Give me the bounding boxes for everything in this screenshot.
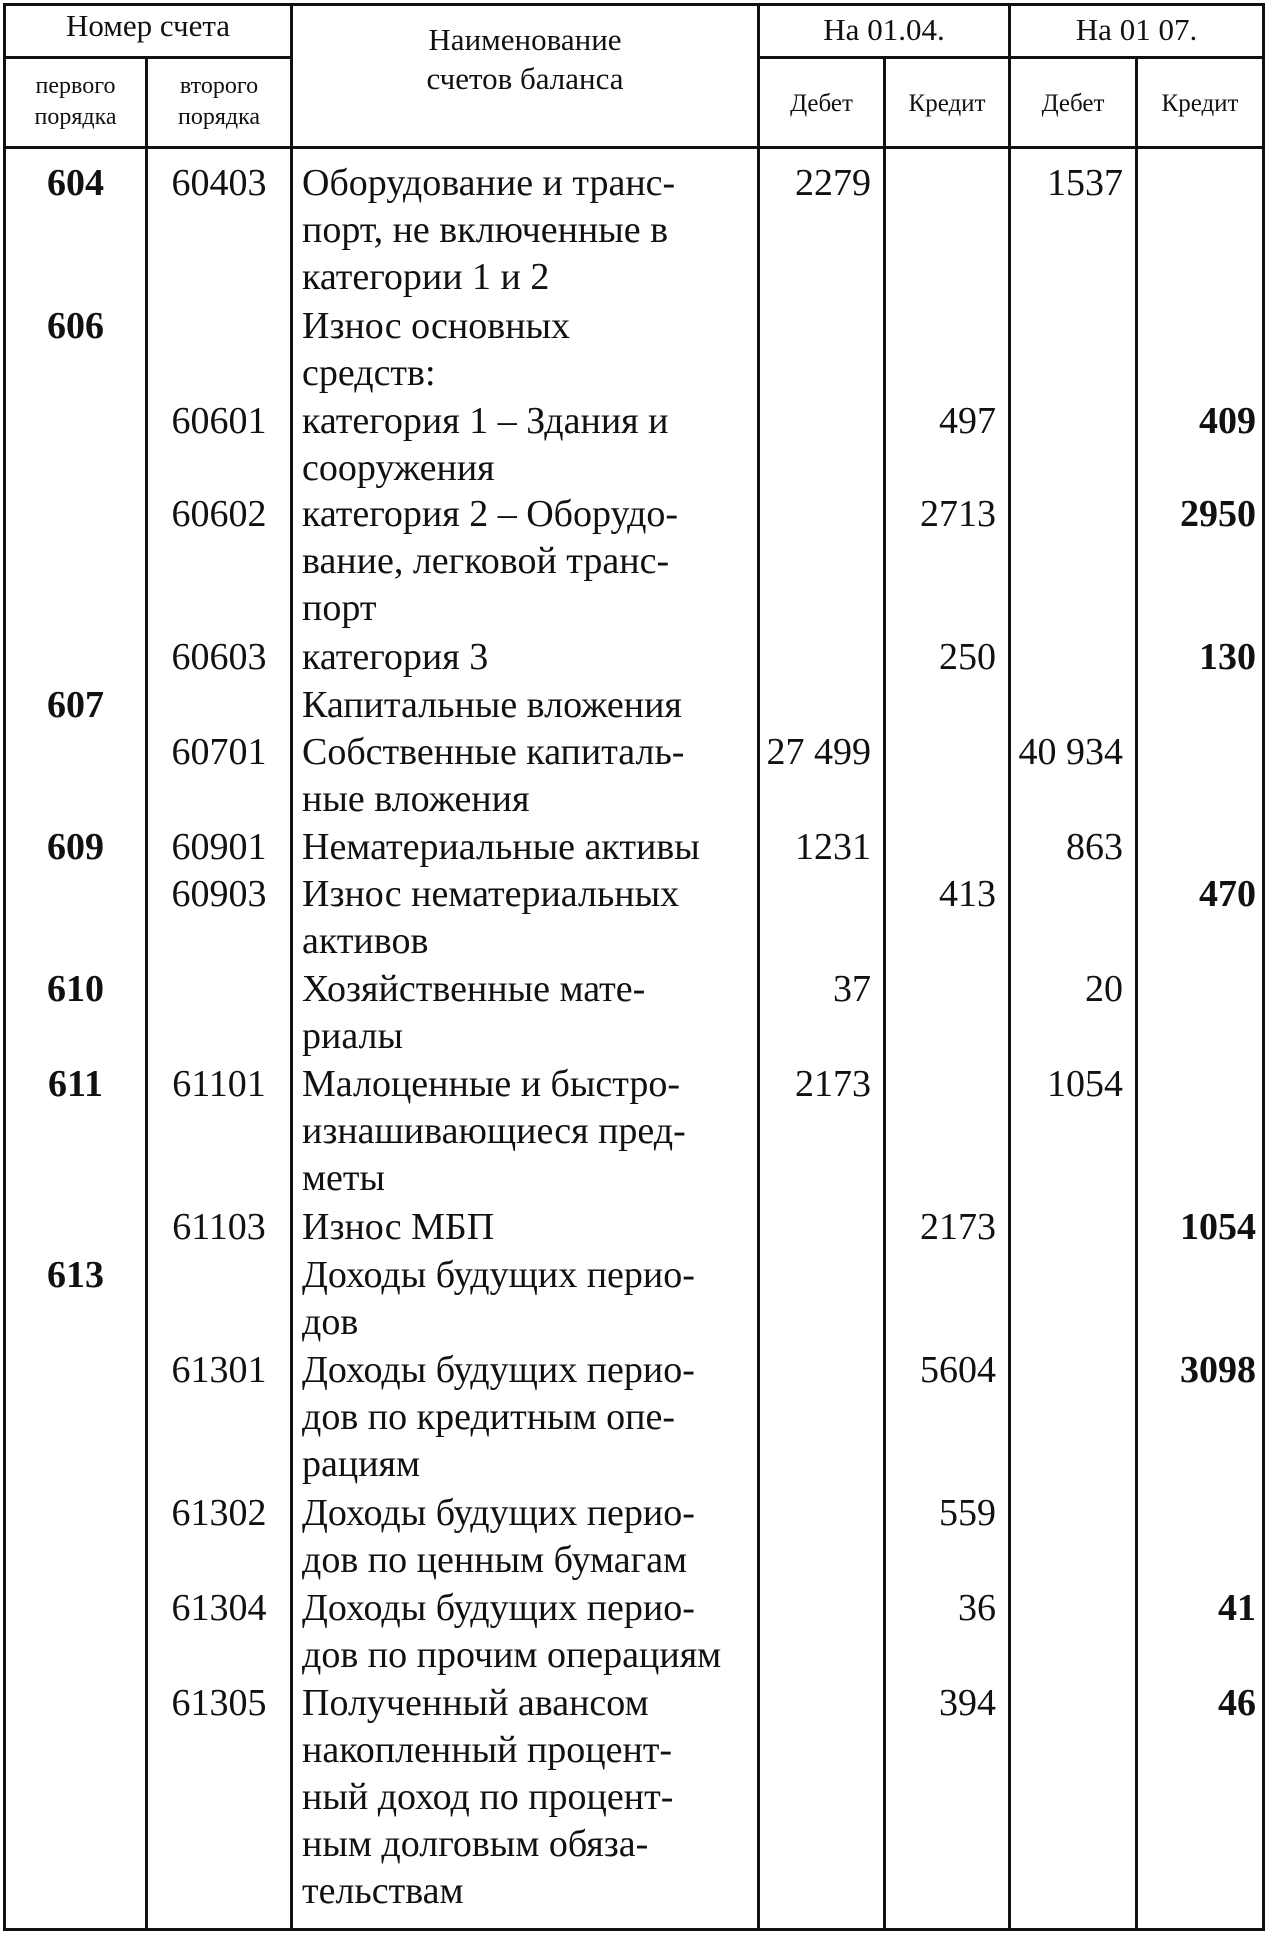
account-name-line: порт, не включенные в: [302, 209, 669, 251]
credit-0104: 2173: [920, 1206, 996, 1248]
second-order-code: 60601: [171, 400, 267, 442]
first-order-code: 609: [47, 826, 104, 868]
header-second-order-line2: порядка: [177, 104, 261, 130]
credit-0104: 2713: [920, 493, 996, 535]
first-order-code: 613: [47, 1254, 104, 1296]
account-name-line: Доходы будущих перио-: [302, 1349, 695, 1391]
account-name-line: категории 1 и 2: [302, 256, 550, 298]
debit-0104: 2279: [795, 162, 871, 204]
second-order-code: 60403: [171, 162, 267, 204]
first-order-code: 611: [48, 1063, 103, 1105]
credit-0107: 46: [1218, 1682, 1256, 1724]
account-name-line: дов по прочим операциям: [302, 1634, 722, 1676]
account-name-line: Оборудование и транс-: [302, 162, 676, 204]
second-order-code: 61304: [171, 1587, 267, 1629]
credit-0107: 130: [1199, 636, 1256, 678]
account-name-line: Износ МБП: [302, 1206, 495, 1248]
first-order-code: 607: [47, 684, 104, 726]
account-name-line: накопленный процент-: [302, 1729, 673, 1771]
first-order-code: 606: [47, 305, 104, 347]
account-name-line: категория 1 – Здания и: [302, 400, 669, 442]
account-name-line: дов по кредитным опе-: [302, 1396, 675, 1438]
account-name-line: ные вложения: [302, 778, 530, 820]
account-name-line: тельствам: [302, 1870, 464, 1912]
header-account-number: Номер счета: [65, 8, 231, 43]
header-date2: На 01 07.: [1075, 12, 1198, 47]
second-order-code: 60603: [171, 636, 267, 678]
col-line-4: [883, 56, 886, 1931]
account-name-line: ным долговым обяза-: [302, 1823, 649, 1865]
credit-0107: 3098: [1180, 1349, 1256, 1391]
debit-0107: 863: [1066, 826, 1123, 868]
account-name-line: ный доход по процент-: [302, 1776, 674, 1818]
account-name-line: Хозяйственные мате-: [302, 968, 646, 1010]
header-date1: На 01.04.: [823, 12, 945, 47]
first-order-code: 604: [47, 162, 104, 204]
credit-0104: 394: [939, 1682, 996, 1724]
credit-0104: 413: [939, 873, 996, 915]
table-top-border: [3, 3, 1265, 6]
credit-0104: 250: [939, 636, 996, 678]
account-name-line: Доходы будущих перио-: [302, 1587, 695, 1629]
account-name-line: категория 3: [302, 636, 489, 678]
second-order-code: 61101: [172, 1063, 266, 1105]
credit-0104: 497: [939, 400, 996, 442]
credit-0104: 36: [958, 1587, 996, 1629]
debit-0107: 1054: [1047, 1063, 1123, 1105]
second-order-code: 61301: [171, 1349, 267, 1391]
credit-0107: 1054: [1180, 1206, 1256, 1248]
account-name-line: активов: [302, 920, 429, 962]
second-order-code: 60602: [171, 493, 267, 535]
header-credit-2: Кредит: [1161, 90, 1239, 117]
debit-0104: 27 499: [766, 731, 871, 773]
header-name-line1: Наименование: [428, 22, 622, 57]
account-name-line: рациям: [302, 1443, 421, 1485]
credit-0107: 470: [1199, 873, 1256, 915]
col-line-2: [290, 3, 293, 1931]
header-debit-1: Дебет: [790, 90, 853, 117]
second-order-code: 61103: [172, 1206, 266, 1248]
header-subdivider-left: [3, 56, 293, 59]
credit-0107: 41: [1218, 1587, 1256, 1629]
credit-0104: 559: [939, 1492, 996, 1534]
account-name-line: Износ нематериальных: [302, 873, 680, 915]
second-order-code: 61302: [171, 1492, 267, 1534]
first-order-code: 610: [47, 968, 104, 1010]
header-second-order-line1: второго: [179, 73, 259, 99]
account-name-line: Собственные капиталь-: [302, 731, 685, 773]
col-line-1: [145, 56, 148, 1931]
account-name-line: Износ основных: [302, 305, 571, 347]
second-order-code: 60901: [171, 826, 267, 868]
account-name-line: Малоценные и быстро-: [302, 1063, 681, 1105]
debit-0107: 20: [1085, 968, 1123, 1010]
header-credit-1: Кредит: [908, 90, 986, 117]
account-name-line: риалы: [302, 1015, 404, 1057]
account-name-line: дов по ценным бумагам: [302, 1539, 688, 1581]
debit-0107: 1537: [1047, 162, 1123, 204]
col-line-6: [1135, 56, 1138, 1931]
credit-0107: 409: [1199, 400, 1256, 442]
header-first-order-line2: порядка: [34, 104, 117, 130]
account-name-line: изнашивающиеся пред-: [302, 1110, 686, 1152]
header-debit-2: Дебет: [1041, 90, 1105, 117]
account-name-line: Капитальные вложения: [302, 684, 682, 726]
account-name-line: категория 2 – Оборудо-: [302, 493, 679, 535]
debit-0104: 37: [833, 968, 871, 1010]
account-name-line: Доходы будущих перио-: [302, 1254, 695, 1296]
header-bottom-border: [3, 146, 1265, 149]
account-name-line: Полученный авансом: [302, 1682, 649, 1724]
col-line-7: [1262, 3, 1265, 1931]
credit-0107: 2950: [1180, 493, 1256, 535]
account-name-line: Доходы будущих перио-: [302, 1492, 695, 1534]
account-name-line: сооружения: [302, 447, 495, 489]
header-first-order-line1: первого: [35, 73, 116, 99]
account-name-line: меты: [302, 1157, 386, 1199]
second-order-code: 60903: [171, 873, 267, 915]
header-subdivider-right: [757, 56, 1265, 59]
table-bottom-border: [3, 1928, 1265, 1931]
credit-0104: 5604: [920, 1349, 996, 1391]
debit-0107: 40 934: [1018, 731, 1123, 773]
account-name-line: вание, легковой транс-: [302, 540, 670, 582]
header-name-line2: счетов баланса: [426, 61, 624, 96]
second-order-code: 61305: [171, 1682, 267, 1724]
account-name-line: дов: [302, 1301, 359, 1343]
account-name-line: средств:: [302, 352, 436, 394]
account-name-line: Нематериальные активы: [302, 826, 700, 868]
second-order-code: 60701: [171, 731, 267, 773]
debit-0104: 1231: [795, 826, 871, 868]
debit-0104: 2173: [795, 1063, 871, 1105]
account-name-line: порт: [302, 587, 377, 629]
